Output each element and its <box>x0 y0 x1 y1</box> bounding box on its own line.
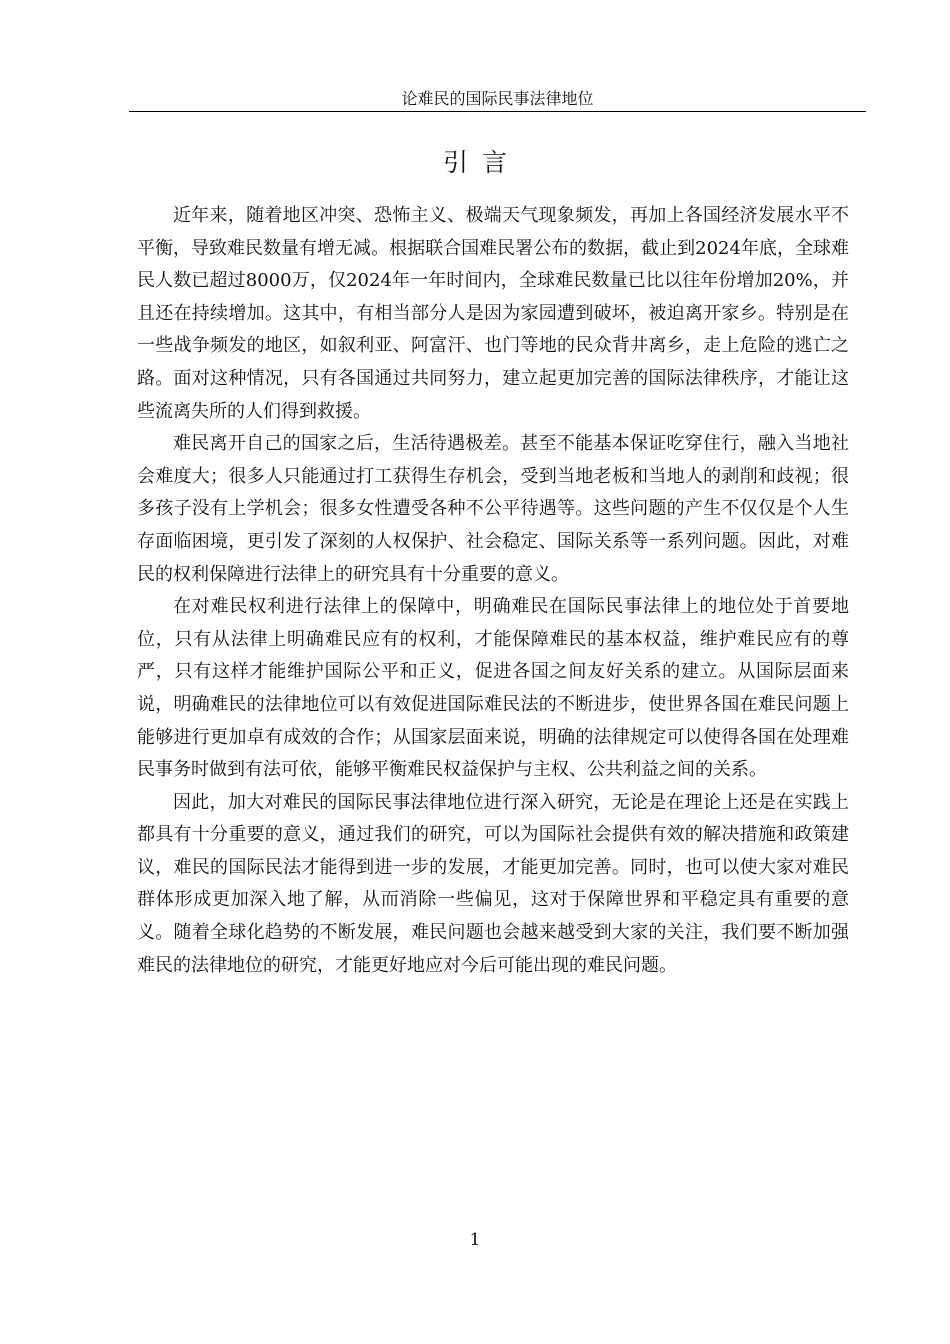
body-text <box>137 200 849 982</box>
running-header <box>129 88 866 112</box>
paragraph: 因此，加大对难民的国际民事法律地位进行深入研究，无论是在理论上还是在实践上都具有十分重要的意义，通过我们的研究，可以为国际社会提供有效的解决措施和政策建议，难民的国际民法才能得到进一步的发展，才能更加完善。同时，也可以使大家对难民群体形成更加深入地了解，从而消除一些偏见，这对于保障世界和平稳定具有重要的意义。随着全球化趋势的不断发展，难民问题也会越来越受到大家的关注，我们要不断加强难民的法律地位的研究，才能更好地应对今后可能出现的难民问题。 <box>137 791 849 976</box>
page-number: 1 <box>469 1230 481 1250</box>
section-title: 引言 <box>442 148 521 177</box>
paragraph: 近年来，随着地区冲突、恐怖主义、极端天气现象频发，再加上各国经济发展水平不平衡，导致难民数量有增无减。根据联合国难民署公布的数据，截止到2024年底，全球难民人数已超过8000万，仅2024年一年时间内，全球难民数量已比以往年份增加20%，并且还在持续增加。这其中，有相当部分人是因为家园遭到破坏，被迫离开家乡。特别是在一些战争频发的地区，如叙利亚、阿富汗、也门等地的民众背井离乡，走上危险的逃亡之路。面对这种情况，只有各国通过共同努力，建立起更加完善的国际法律秩序，才能让这些流离失所的人们得到救援。 <box>137 205 849 422</box>
running-header-title: 论难民的国际民事法律地位 <box>401 89 594 108</box>
paragraph: 在对难民权利进行法律上的保障中，明确难民在国际民事法律上的地位处于首要地位，只有从法律上明确难民应有的权利，才能保障难民的基本权益，维护难民应有的尊严，只有这样才能维护国际公平和正义，促进各国之间友好关系的建立。从国际层面来说，明确难民的法律地位可以有效促进国际难民法的不断进步，使世界各国在难民问题上能够进行更加卓有成效的合作；从国家层面来说，明确的法律规定可以使得各国在处理难民事务时做到有法可依，能够平衡难民权益保护与主权、公共利益之间的关系。 <box>137 596 849 781</box>
paragraph: 难民离开自己的国家之后，生活待遇极差。甚至不能基本保证吃穿住行，融入当地社会难度大；很多人只能通过打工获得生存机会，受到当地老板和当地人的剥削和歧视；很多孩子没有上学机会；很多女性遭受各种不公平待遇等。这些问题的产生不仅仅是个人生存面临困境，更引发了深刻的人权保护、社会稳定、国际关系等一系列问题。因此，对难民的权利保障进行法律上的研究具有十分重要的意义。 <box>137 433 849 585</box>
